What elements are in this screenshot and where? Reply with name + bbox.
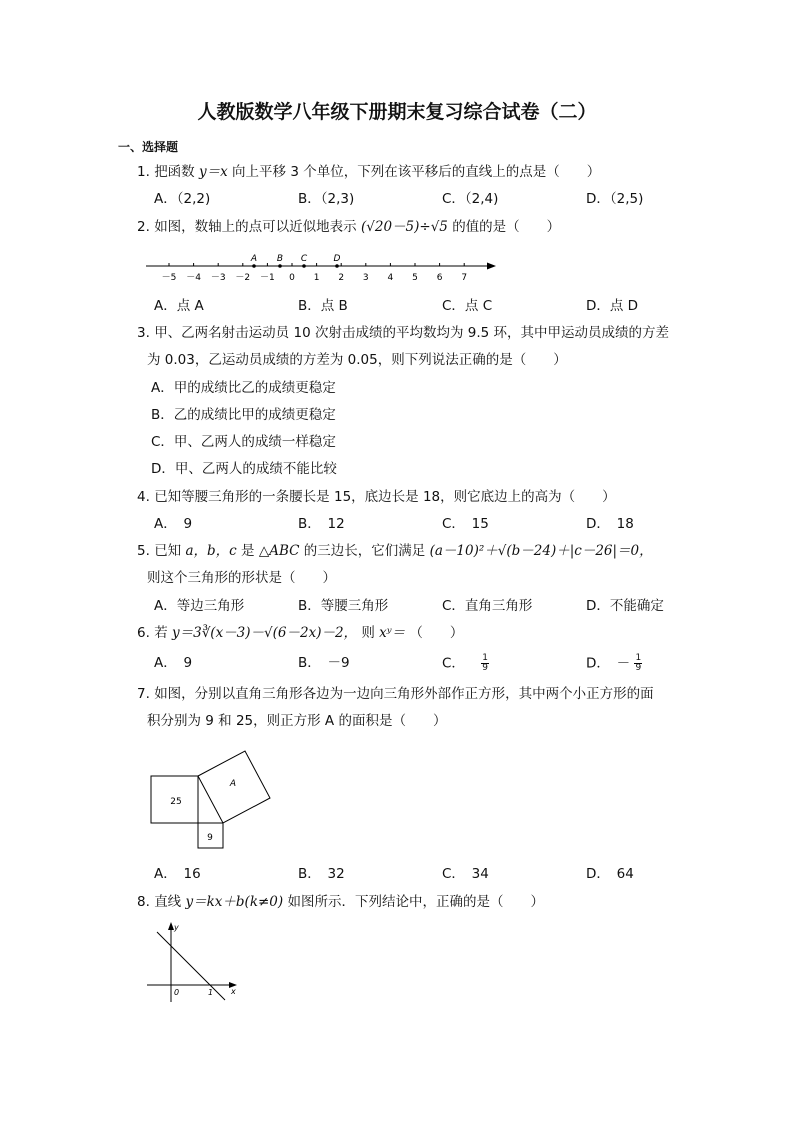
question-text: 直线 xyxy=(154,894,182,910)
option-c[interactable]: C．甲、乙两人的成绩一样稳定 xyxy=(151,434,336,450)
question-text: 是 xyxy=(241,543,255,559)
axis-tick-label: 4 xyxy=(387,273,394,283)
option-c[interactable]: C． 15 xyxy=(442,516,489,532)
question-text: 为 0.03，乙运动员成绩的方差为 0.05，则下列说法正确的是（ ） xyxy=(147,352,567,368)
option-b[interactable]: B． －9 xyxy=(298,655,350,671)
question-number: 5. xyxy=(137,543,150,559)
question-number: 8. xyxy=(137,894,150,910)
question-text: 的值的是（ ） xyxy=(452,219,561,235)
option-c[interactable]: C．直角三角形 xyxy=(442,598,533,614)
axis-tick-label: 2 xyxy=(338,273,345,283)
option-b[interactable]: B．等腰三角形 xyxy=(298,598,389,614)
option-b[interactable]: B．（2,3) xyxy=(298,191,355,207)
question-7 xyxy=(137,685,654,703)
question-text: 把函数 xyxy=(154,164,195,180)
option-d[interactable]: D．不能确定 xyxy=(586,598,664,614)
question-text: 甲、乙两名射击运动员 10 次射击成绩的平均数均为 9.5 环，其中甲运动员成绩的方差 xyxy=(154,325,669,341)
question-2 xyxy=(137,218,560,236)
question-text: 则这个三角形的形状是（ ） xyxy=(147,570,336,586)
axis-tick-label: 3 xyxy=(362,273,369,283)
question-text: （ ） xyxy=(409,625,464,641)
label-a: A xyxy=(229,779,237,789)
question-text: 的三边长，它们满足 xyxy=(303,543,426,559)
option-d[interactable]: D．甲、乙两人的成绩不能比较 xyxy=(151,461,337,477)
question-5 xyxy=(137,542,653,560)
question-1 xyxy=(137,163,600,181)
axis-arrow-icon xyxy=(487,263,496,270)
question-text: 已知等腰三角形的一条腰长是 15，底边长是 18，则它底边上的高为（ ） xyxy=(154,489,616,505)
question-number: 4. xyxy=(137,489,150,505)
axis-tick-label: 6 xyxy=(436,273,443,283)
point-label: A xyxy=(250,254,258,264)
point-marker xyxy=(335,264,339,268)
option-a[interactable]: A．甲的成绩比乙的成绩更稳定 xyxy=(151,380,336,396)
math-expression: (√20－5)÷√5 xyxy=(360,219,448,235)
option-b[interactable]: B． 32 xyxy=(298,866,345,882)
axis-tick-label: －1 xyxy=(260,273,275,283)
math-power: xʸ＝ xyxy=(379,625,406,641)
option-c[interactable]: C．点 C xyxy=(442,298,493,314)
option-a[interactable]: A．点 A xyxy=(154,298,204,314)
point-marker xyxy=(252,264,256,268)
graph-line xyxy=(157,932,225,1000)
option-d[interactable]: D．（2,5) xyxy=(586,191,644,207)
question-text: 已知 xyxy=(154,543,182,559)
triangle-name: △ABC xyxy=(258,543,300,559)
math-expression: y＝x xyxy=(198,164,228,180)
option-a[interactable]: A．等边三角形 xyxy=(154,598,245,614)
fraction: $\frac{1}{9}$ xyxy=(635,653,642,673)
question-text: 如图所示．下列结论中，正确的是（ ） xyxy=(287,894,544,910)
option-c[interactable]: C． 34 xyxy=(442,866,489,882)
axis-tick-label: 7 xyxy=(461,273,468,283)
question-number: 3. xyxy=(137,325,150,341)
option-d[interactable]: D． 18 xyxy=(586,516,634,532)
linear-graph-figure xyxy=(143,918,243,1008)
x-label: x xyxy=(231,987,236,996)
point-label: C xyxy=(300,254,308,264)
question-text: 则 xyxy=(361,625,375,641)
option-b[interactable]: B．乙的成绩比甲的成绩更稳定 xyxy=(151,407,336,423)
option-d[interactable]: D． 64 xyxy=(586,866,634,882)
question-6 xyxy=(137,624,463,642)
option-a[interactable]: A．（2,2) xyxy=(154,191,211,207)
option-c[interactable]: C．（2,4) xyxy=(442,191,499,207)
question-text: 向上平移 3 个单位，下列在该平移后的直线上的点是（ ） xyxy=(232,164,601,180)
label-9: 9 xyxy=(207,833,213,843)
axis-tick-label: －4 xyxy=(186,273,201,283)
axis-tick-label: －5 xyxy=(161,273,177,283)
question-number: 6. xyxy=(137,625,150,641)
option-b[interactable]: B．点 B xyxy=(298,298,348,314)
option-a[interactable]: A． 16 xyxy=(154,866,201,882)
one-label: 1 xyxy=(208,988,214,997)
point-marker xyxy=(302,264,306,268)
question-3 xyxy=(137,324,669,342)
question-text: 若 xyxy=(154,625,168,641)
axis-tick-label: 1 xyxy=(313,273,320,283)
question-text: 如图，数轴上的点可以近似地表示 xyxy=(154,219,357,235)
point-label: D xyxy=(333,254,341,264)
question-4 xyxy=(137,488,616,506)
question-number: 1. xyxy=(137,164,150,180)
question-text: 如图，分别以直角三角形各边为一边向三角形外部作正方形，其中两个小正方形的面 xyxy=(154,686,654,702)
point-marker xyxy=(278,264,282,268)
math-variables: a，b，c xyxy=(185,543,237,559)
question-number: 2. xyxy=(137,219,150,235)
origin-label: 0 xyxy=(174,988,180,997)
y-label: y xyxy=(174,923,179,932)
section-heading: 一、选择题 xyxy=(118,140,179,154)
option-a[interactable]: A． 9 xyxy=(154,516,193,532)
math-expression: (a－10)²＋√(b－24)＋|c－26|＝0， xyxy=(429,543,653,559)
math-expression: y＝3∛(x－3)－√(6－2x)－2， xyxy=(171,625,358,641)
option-a[interactable]: A． 9 xyxy=(154,655,193,671)
squares-figure xyxy=(140,740,280,855)
question-8 xyxy=(137,893,544,911)
fraction: $\frac{1}{9}$ xyxy=(482,653,488,673)
label-25: 25 xyxy=(170,797,182,807)
option-c[interactable]: C． $\frac{1}{9}$ xyxy=(442,653,488,673)
axis-tick-label: 0 xyxy=(289,273,295,283)
option-b[interactable]: B． 12 xyxy=(298,516,345,532)
number-line-figure xyxy=(140,250,500,286)
axis-tick-label: －3 xyxy=(210,273,226,283)
axis-tick-label: －2 xyxy=(235,273,251,283)
point-label: B xyxy=(276,254,284,264)
page-title: 人教版数学八年级下册期末复习综合试卷（二） xyxy=(197,101,597,123)
option-d[interactable]: D． － $\frac{1}{9}$ xyxy=(586,653,642,673)
axis-tick-label: 5 xyxy=(412,273,418,283)
math-expression: y＝kx＋b(k≠0) xyxy=(185,894,284,910)
question-text: 积分别为 9 和 25，则正方形 A 的面积是（ ） xyxy=(147,713,447,729)
option-d[interactable]: D．点 D xyxy=(586,298,639,314)
question-number: 7. xyxy=(137,686,150,702)
